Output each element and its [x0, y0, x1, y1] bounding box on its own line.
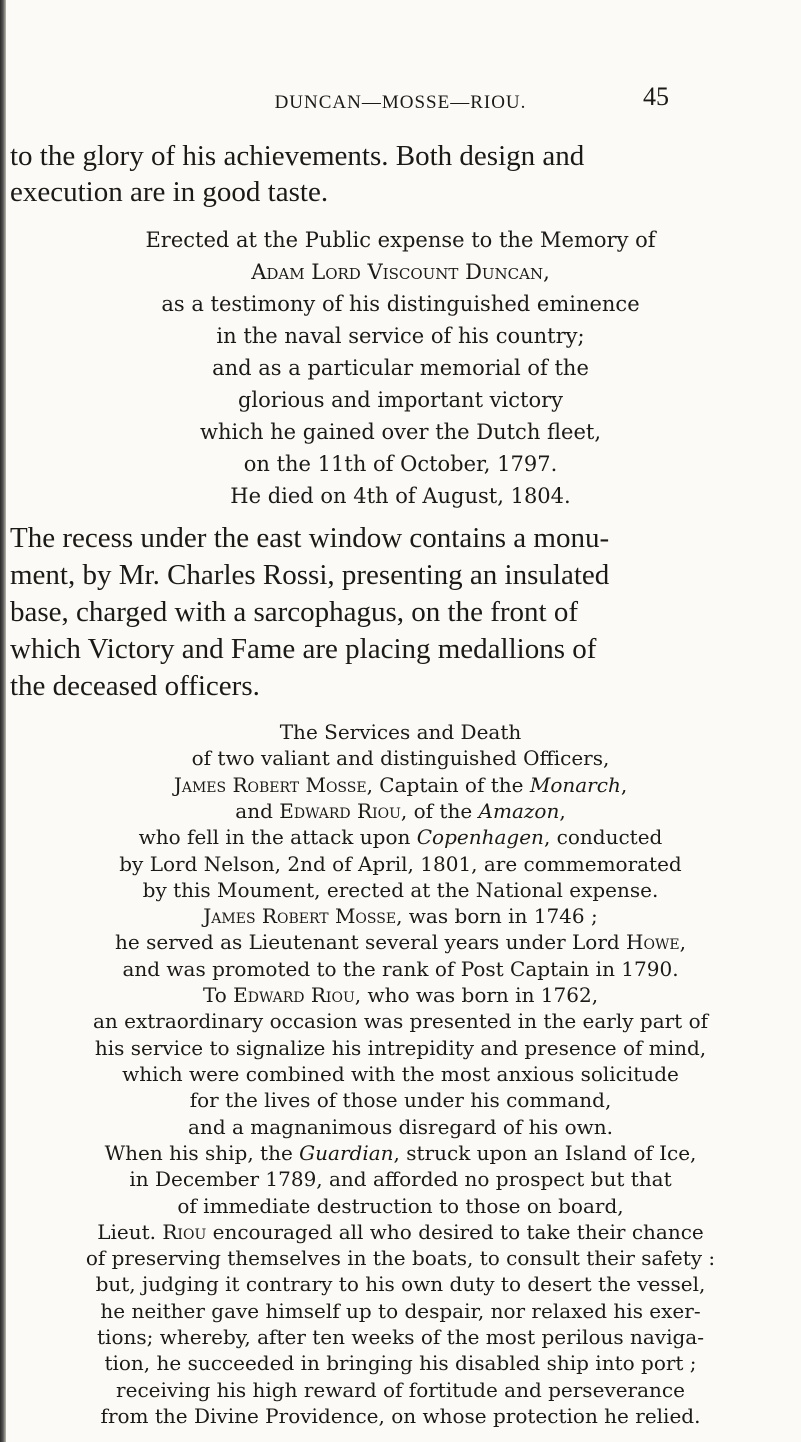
- duncan-inscription-line: Erected at the Public expense to the Memory of: [145, 228, 656, 252]
- duncan-inscription-line: in the naval service of his country;: [216, 324, 585, 348]
- duncan-inscription-line: as a testimony of his distinguished eminence: [161, 292, 640, 316]
- recess-paragraph-line: which Victory and Fame are placing medallions of: [10, 633, 597, 665]
- inscription-line: he served as Lieutenant several years under Lord Howe,: [115, 930, 686, 954]
- duncan-inscription-line: and as a particular memorial of the: [212, 356, 589, 380]
- duncan-inscription-line: which he gained over the Dutch fleet,: [199, 420, 601, 444]
- inscription-line: of preserving themselves in the boats, to consult their safety :: [85, 1246, 716, 1270]
- intro-line-1: to the glory of his achievements. Both design and: [10, 140, 585, 172]
- inscription-line: and a magnanimous disregard of his own.: [188, 1115, 613, 1139]
- inscription-line: by this Moument, erected at the National expense.: [142, 878, 659, 902]
- recess-paragraph-line: ment, by Mr. Charles Rossi, presenting an insulated: [10, 559, 610, 591]
- inscription-line: To Edward Riou, who was born in 1762,: [202, 983, 599, 1007]
- inscription-line: tions; whereby, after ten weeks of the most perilous naviga-: [97, 1325, 704, 1349]
- inscription-line: of immediate destruction to those on board,: [177, 1194, 624, 1218]
- inscription-line: which were combined with the most anxious solicitude: [122, 1062, 679, 1086]
- recess-paragraph-line: the deceased officers.: [10, 670, 260, 702]
- duncan-inscription-line: Adam Lord Viscount Duncan,: [251, 260, 550, 284]
- intro-line-2: execution are in good taste.: [10, 176, 329, 208]
- inscription-line: of two valiant and distinguished Officers,: [191, 746, 610, 770]
- recess-paragraph-line: The recess under the east window contains a monu-: [10, 522, 610, 554]
- inscription-line: James Robert Mosse, Captain of the Monarch,: [173, 773, 628, 797]
- inscription-line: in December 1789, and afforded no prospect but that: [129, 1167, 672, 1191]
- page-number: 45: [643, 82, 669, 111]
- duncan-inscription-line: glorious and important victory: [237, 388, 564, 412]
- inscription-line: and Edward Riou, of the Amazon,: [235, 799, 566, 823]
- duncan-inscription-line: He died on 4th of August, 1804.: [230, 484, 571, 508]
- inscription-line: by Lord Nelson, 2nd of April, 1801, are commemorated: [119, 852, 682, 876]
- inscription-line: receiving his high reward of fortitude and perseverance: [116, 1378, 685, 1402]
- inscription-line: and was promoted to the rank of Post Captain in 1790.: [122, 957, 679, 981]
- inscription-line: for the lives of those under his command,: [189, 1088, 612, 1112]
- inscription-line: Lieut. Riou encouraged all who desired to take their chance: [97, 1220, 704, 1244]
- inscription-line: James Robert Mosse, was born in 1746 ;: [203, 904, 598, 928]
- inscription-line: he neither gave himself up to despair, nor relaxed his exer-: [100, 1299, 701, 1323]
- duncan-inscription-line: on the 11th of October, 1797.: [243, 452, 558, 476]
- inscription-line: who fell in the attack upon Copenhagen, conducted: [138, 825, 663, 849]
- inscription-line: but, judging it contrary to his own duty to desert the vessel,: [95, 1272, 706, 1296]
- inscription-line: from the Divine Providence, on whose protection he relied.: [100, 1404, 701, 1428]
- inscription-line: an extraordinary occasion was presented in the early part of: [92, 1009, 709, 1033]
- inscription-line: tion, he succeeded in bringing his disabled ship into port ;: [104, 1351, 697, 1375]
- inscription-line: When his ship, the Guardian, struck upon an Island of Ice,: [104, 1141, 697, 1165]
- recess-paragraph-line: base, charged with a sarcophagus, on the front of: [10, 596, 579, 628]
- inscription-line: The Services and Death: [279, 720, 522, 744]
- running-title: DUNCAN—MOSSE—RIOU.: [274, 92, 527, 113]
- inscription-line: his service to signalize his intrepidity and presence of mind,: [94, 1036, 707, 1060]
